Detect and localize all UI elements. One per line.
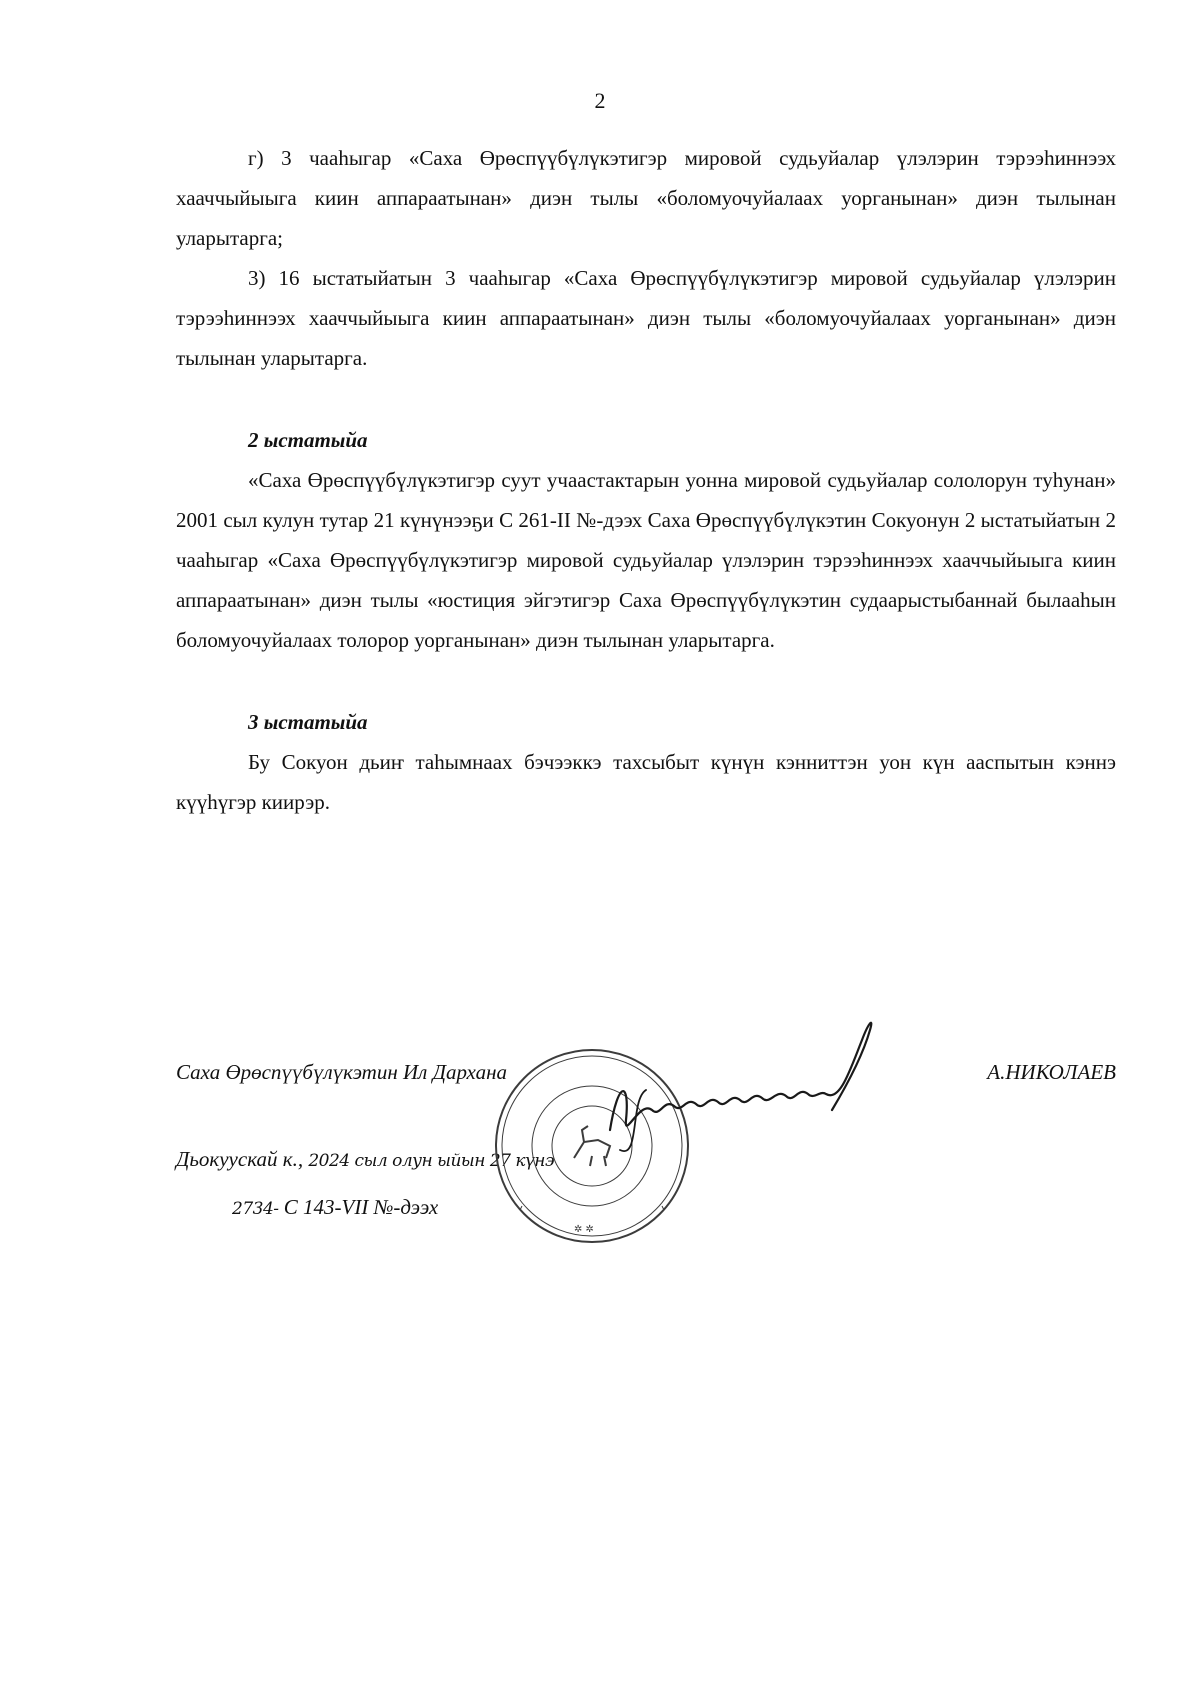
svg-text:✲ ✲: ✲ ✲ [574, 1224, 594, 1235]
article-3-text: Бу Сокуон дьиҥ таһымнаах бэчээккэ тахсыбыт күнүн кэнниттэн уон күн ааспытын кэннэ күүһүгэр киирэр. [176, 750, 1116, 814]
document-body [176, 138, 1116, 822]
handwritten-date: 2024 сыл олун ыйын 27 күнэ [308, 1151, 554, 1171]
handwritten-number: 2734- [232, 1199, 279, 1219]
signatory-name: А.НИКОЛАЕВ [987, 1060, 1116, 1084]
paragraph-g: г) 3 чааһыгар «Саха Өрөспүүбүлүкэтигэр мировой судьуйалар үлэлэрин тэрээһиннээх хааччыйыыга киин аппараатынан» диэн тылы «боломуочуйалаах уорганынан» диэн тылынан уларытарга; [176, 146, 1116, 250]
article-2-heading: 2 ыстатыйа [248, 428, 368, 452]
place-label: Дьокуускай к., [176, 1147, 304, 1171]
article-3-heading: 3 ыстатыйа [248, 710, 368, 734]
signatory-position: Саха Өрөспүүбүлүкэтин Ил Дархана [176, 1060, 507, 1084]
article-2-text: «Саха Өрөспүүбүлүкэтигэр суут учаастактарын уонна мировой судьуйалар сололорун туһунан» 2001 сыл кулун тутар 21 күнүнээҕи С 261-II №-дээх Саха Өрөспүүбүлүкэтин Сокуонун 2 ыстатыйатын 2 чааһыгар «Саха Өрөспүүбүлүкэтигэр мировой судьуйалар үлэлэрин тэрээһиннээх хааччыйыыга киин аппараатынан» диэн тылы «юстиция эйгэтигэр Саха Өрөспүүбүлүкэтин судаарыстыбаннай былааһын боломуочуйалаах толорор уорганынан» диэн тылынан уларытарга. [176, 468, 1116, 652]
printed-number: С 143-VII №-дээх [283, 1195, 439, 1219]
paragraph-3: 3) 16 ыстатыйатын 3 чааһыгар «Саха Өрөспүүбүлүкэтигэр мировой судьуйалар үлэлэрин тэрээһиннээх хааччыйыыга киин аппараатынан» диэн тылы «боломуочуйалаах уорганынан» диэн тылынан уларытарга. [176, 266, 1116, 370]
handwritten-signature [600, 1010, 940, 1180]
page-number: 2 [594, 88, 606, 113]
law-number-line [232, 1195, 438, 1220]
